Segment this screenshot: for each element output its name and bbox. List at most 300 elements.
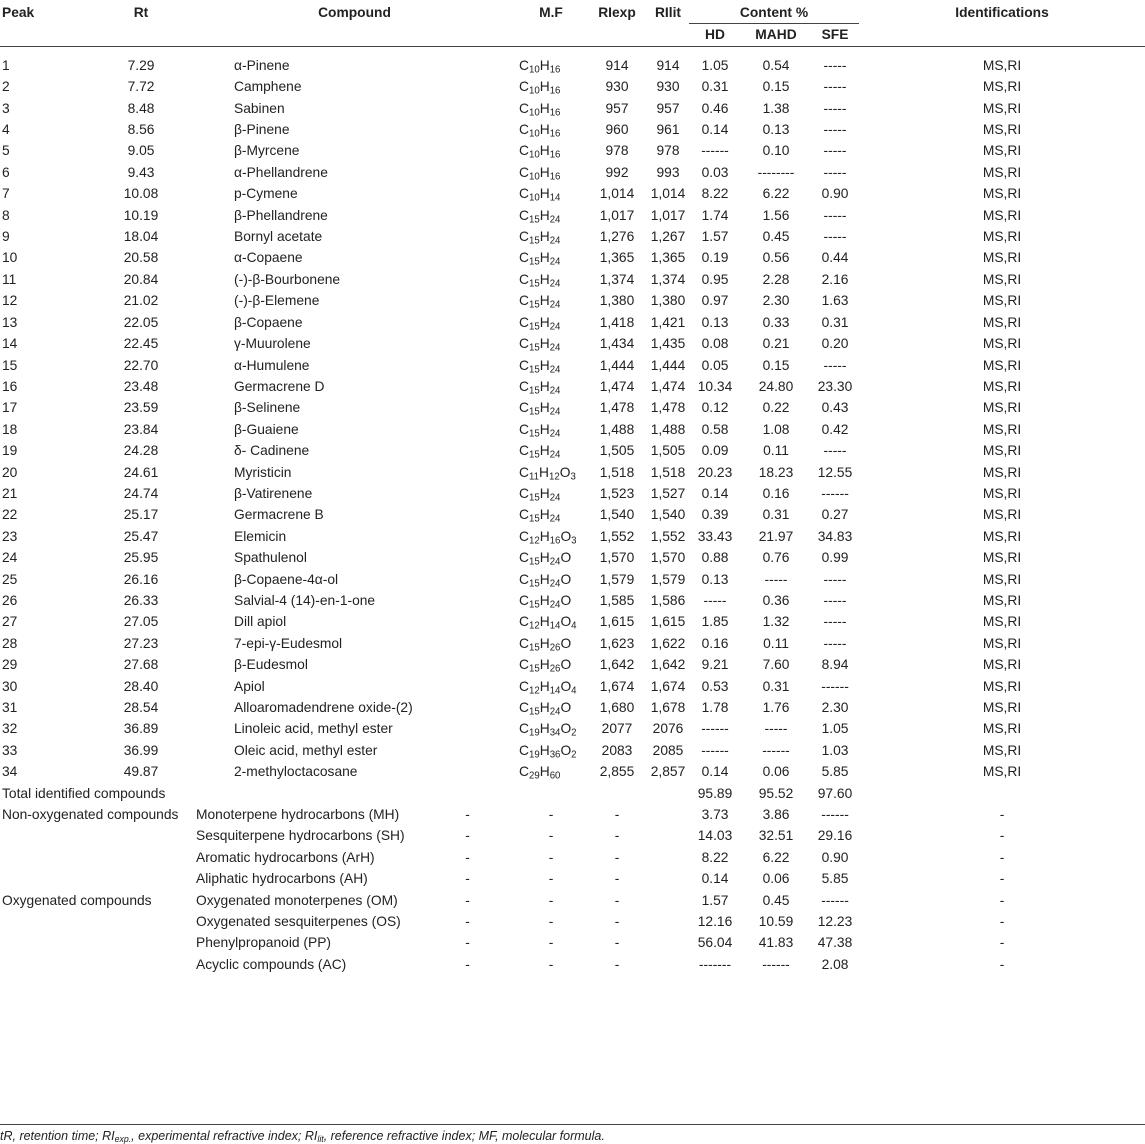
formula-element: H bbox=[539, 207, 550, 223]
riexp-cell: - bbox=[548, 828, 554, 844]
formula-element: H bbox=[539, 721, 550, 737]
compound-cell: β-Pinene bbox=[234, 122, 290, 138]
rilit-cell: - bbox=[614, 807, 620, 823]
sfe-cell: ----- bbox=[823, 164, 847, 180]
formula-subscript: 34 bbox=[549, 727, 561, 739]
identification-cell: MS,RI bbox=[982, 550, 1022, 566]
hd-cell: 14.03 bbox=[697, 828, 733, 844]
sfe-cell: 0.42 bbox=[821, 421, 849, 437]
hd-cell: 8.22 bbox=[701, 186, 729, 202]
col-header-rilit: RIlit bbox=[654, 5, 682, 20]
formula-subscript: 15 bbox=[528, 406, 540, 418]
formula-element: O bbox=[560, 721, 572, 737]
compound-cell: Salvial-4 (14)-en-1-one bbox=[234, 592, 376, 608]
formula-cell bbox=[515, 162, 587, 183]
formula-subscript: 16 bbox=[549, 107, 561, 119]
sfe-cell: 23.30 bbox=[817, 378, 853, 394]
hd-cell: 33.43 bbox=[697, 528, 733, 544]
identification-cell: MS,RI bbox=[982, 122, 1022, 138]
table-row bbox=[0, 654, 1145, 675]
sfe-cell: ------ bbox=[821, 807, 849, 823]
hd-cell: 0.13 bbox=[701, 314, 729, 330]
rt-cell: 49.87 bbox=[123, 764, 159, 780]
rt-cell: 26.33 bbox=[123, 592, 159, 608]
hd-cell: 0.08 bbox=[701, 336, 729, 352]
formula-element: O bbox=[560, 678, 572, 694]
identification-cell: MS,RI bbox=[982, 357, 1022, 373]
identification-cell: MS,RI bbox=[982, 443, 1022, 459]
formula-element: C bbox=[519, 357, 529, 373]
formula-cell bbox=[515, 547, 587, 568]
peak-cell: 16 bbox=[2, 378, 18, 394]
peak-cell: 1 bbox=[2, 57, 10, 73]
sfe-cell: ------ bbox=[821, 678, 849, 694]
peak-cell: 34 bbox=[2, 764, 18, 780]
peak-cell: 7 bbox=[2, 186, 10, 202]
col-header-riexp: RIexp bbox=[598, 5, 636, 20]
rilit-cell: 1,421 bbox=[650, 314, 686, 330]
formula-subscript: 14 bbox=[549, 192, 561, 204]
sfe-cell: ----- bbox=[823, 571, 847, 587]
formula-element: C bbox=[519, 443, 529, 459]
rt-cell: 24.74 bbox=[123, 485, 159, 501]
mf-cell: - bbox=[465, 956, 470, 972]
total-label: Total identified compounds bbox=[2, 785, 166, 801]
riexp-cell: - bbox=[548, 871, 554, 887]
formula-cell bbox=[515, 312, 587, 333]
rilit-cell: 1,552 bbox=[650, 528, 686, 544]
formula-subscript: 11 bbox=[528, 470, 539, 482]
riexp-cell: 1,444 bbox=[599, 357, 635, 373]
identification-cell: MS,RI bbox=[982, 742, 1022, 758]
riexp-cell: 1,014 bbox=[599, 186, 635, 202]
identification-cell: - bbox=[999, 956, 1005, 972]
hd-cell: 0.13 bbox=[701, 571, 729, 587]
sfe-cell: ----- bbox=[823, 79, 847, 95]
formula-cell bbox=[515, 98, 587, 119]
table-body bbox=[0, 46, 1145, 975]
mahd-cell: 0.11 bbox=[763, 443, 789, 459]
riexp-cell: - bbox=[548, 935, 554, 951]
peak-cell: 3 bbox=[2, 100, 10, 116]
mahd-cell: 10.59 bbox=[758, 914, 794, 930]
identification-cell: MS,RI bbox=[982, 143, 1022, 159]
identification-cell: MS,RI bbox=[982, 614, 1022, 630]
identification-cell: MS,RI bbox=[982, 421, 1022, 437]
formula-cell bbox=[515, 440, 587, 461]
formula-subscript: 14 bbox=[549, 685, 561, 696]
rilit-cell: 1,586 bbox=[650, 592, 686, 608]
hd-cell: 0.14 bbox=[701, 764, 729, 780]
riexp-cell: 1,570 bbox=[599, 550, 635, 566]
formula-subscript: 10 bbox=[528, 64, 540, 76]
hd-cell: 1.74 bbox=[701, 207, 729, 223]
formula-subscript: 24 bbox=[549, 235, 561, 247]
table-row bbox=[0, 98, 1145, 119]
rilit-cell: 2085 bbox=[652, 742, 684, 758]
peak-cell: 22 bbox=[2, 507, 18, 523]
identification-cell: MS,RI bbox=[982, 678, 1022, 694]
mahd-cell: 0.45 bbox=[762, 229, 790, 245]
table-row bbox=[0, 183, 1145, 204]
formula-element: C bbox=[519, 421, 529, 437]
formula-element: C bbox=[519, 614, 529, 630]
riexp-cell: 1,017 bbox=[599, 207, 635, 223]
formula-subscript: 10 bbox=[528, 85, 540, 97]
rilit-cell: - bbox=[614, 828, 620, 844]
peak-cell: 14 bbox=[2, 336, 18, 352]
rt-cell: 25.47 bbox=[123, 528, 159, 544]
table-row bbox=[0, 205, 1145, 226]
formula-cell bbox=[515, 419, 587, 440]
hd-cell: 0.97 bbox=[701, 293, 729, 309]
hd-cell: ------ bbox=[701, 721, 729, 737]
formula-subscript: 4 bbox=[571, 620, 577, 632]
riexp-cell: - bbox=[548, 807, 554, 823]
hd-cell: 0.05 bbox=[701, 357, 729, 373]
identification-cell: MS,RI bbox=[982, 378, 1022, 394]
group-label bbox=[0, 954, 194, 975]
riexp-cell: 1,680 bbox=[599, 700, 635, 715]
formula-subscript: 16 bbox=[549, 85, 561, 97]
formula-cell bbox=[515, 397, 587, 418]
formula-element: H bbox=[539, 485, 550, 501]
identification-cell: MS,RI bbox=[982, 571, 1022, 587]
formula-subscript: 15 bbox=[528, 599, 540, 611]
formula-element: C bbox=[519, 250, 529, 266]
compound-cell: Bornyl acetate bbox=[234, 229, 323, 245]
identification-cell: MS,RI bbox=[982, 250, 1022, 266]
rilit-cell: - bbox=[614, 914, 620, 930]
rilit-cell: - bbox=[614, 935, 620, 951]
table-row bbox=[0, 761, 1145, 782]
total-sfe: 97.60 bbox=[817, 785, 853, 801]
riexp-cell: - bbox=[548, 956, 554, 972]
riexp-cell: 992 bbox=[605, 164, 629, 180]
rilit-cell: 978 bbox=[656, 143, 680, 159]
rilit-cell: 1,540 bbox=[650, 507, 686, 523]
formula-cell bbox=[515, 376, 587, 397]
group-row bbox=[0, 954, 1145, 975]
riexp-cell: 914 bbox=[605, 57, 629, 73]
formula-element: H bbox=[539, 764, 550, 780]
hd-cell: 0.14 bbox=[701, 485, 729, 501]
rt-cell: 36.89 bbox=[123, 721, 159, 737]
formula-subscript: 12 bbox=[528, 685, 540, 696]
riexp-cell: 1,474 bbox=[599, 378, 635, 394]
formula-subscript: 15 bbox=[528, 342, 540, 354]
mahd-cell: ----- bbox=[764, 571, 788, 587]
formula-subscript: 15 bbox=[528, 577, 540, 589]
formula-cell bbox=[515, 462, 587, 483]
rilit-cell: - bbox=[614, 849, 620, 865]
formula-subscript: 15 bbox=[528, 299, 540, 311]
formula-subscript: 24 bbox=[549, 449, 561, 461]
hd-cell: 0.58 bbox=[701, 421, 729, 437]
rt-cell: 27.68 bbox=[123, 657, 159, 673]
peak-cell: 6 bbox=[2, 164, 10, 180]
mahd-cell: 0.15 bbox=[762, 357, 790, 373]
rt-cell: 28.54 bbox=[123, 700, 159, 715]
col-header-peak: Peak bbox=[2, 5, 35, 20]
rilit-cell: 2,857 bbox=[650, 764, 686, 780]
formula-element: H bbox=[539, 100, 550, 116]
formula-element: H bbox=[539, 507, 550, 523]
rilit-cell: 1,488 bbox=[650, 421, 686, 437]
total-row bbox=[0, 783, 1145, 804]
compound-cell: Dill apiol bbox=[234, 614, 287, 630]
formula-element: C bbox=[519, 293, 529, 309]
formula-element: C bbox=[519, 507, 529, 523]
hd-cell: 1.57 bbox=[701, 229, 729, 245]
peak-cell: 20 bbox=[2, 464, 18, 480]
mahd-cell: 2.30 bbox=[762, 293, 790, 309]
riexp-cell: 1,523 bbox=[599, 485, 635, 501]
rilit-cell: - bbox=[614, 871, 620, 887]
mahd-cell: 7.60 bbox=[762, 657, 790, 673]
mahd-cell: 0.76 bbox=[762, 550, 790, 566]
peak-cell: 28 bbox=[2, 635, 18, 651]
table-row bbox=[0, 312, 1145, 333]
rilit-cell: 993 bbox=[656, 164, 680, 180]
formula-subscript: 26 bbox=[549, 663, 561, 675]
identification-cell: MS,RI bbox=[982, 528, 1022, 544]
rt-cell: 7.72 bbox=[127, 79, 155, 95]
riexp-cell: 978 bbox=[605, 143, 629, 159]
mahd-cell: 0.36 bbox=[762, 592, 790, 608]
rt-cell: 24.61 bbox=[123, 464, 159, 480]
formula-cell bbox=[515, 247, 587, 268]
formula-element: C bbox=[519, 57, 529, 73]
formula-subscript: 15 bbox=[528, 449, 540, 461]
hd-cell: 12.16 bbox=[697, 914, 733, 930]
rt-cell: 9.05 bbox=[127, 143, 155, 159]
hd-cell: ----- bbox=[703, 592, 727, 608]
formula-element: H bbox=[539, 229, 550, 245]
sfe-cell: ----- bbox=[823, 443, 847, 459]
spacer-cell bbox=[647, 890, 689, 911]
peak-cell: 13 bbox=[2, 314, 18, 330]
sfe-cell: 0.43 bbox=[821, 400, 849, 416]
rt-cell: 8.48 bbox=[127, 100, 155, 116]
sfe-cell: ----- bbox=[823, 57, 847, 73]
rilit-cell: 1,365 bbox=[650, 250, 686, 266]
identification-cell: MS,RI bbox=[982, 592, 1022, 608]
sfe-cell: ----- bbox=[823, 357, 847, 373]
formula-cell bbox=[515, 761, 587, 782]
hd-cell: 0.14 bbox=[701, 122, 729, 138]
group-row bbox=[0, 890, 1145, 911]
table-row bbox=[0, 397, 1145, 418]
formula-cell bbox=[515, 654, 587, 675]
formula-element: H bbox=[539, 250, 550, 266]
formula-element: C bbox=[519, 79, 529, 95]
formula-element: O bbox=[560, 550, 572, 566]
hd-cell: 10.34 bbox=[697, 378, 733, 394]
formula-subscript: 10 bbox=[528, 171, 540, 183]
group-label bbox=[0, 911, 194, 932]
formula-subscript: 16 bbox=[549, 64, 561, 76]
formula-element: H bbox=[539, 443, 550, 459]
identification-cell: MS,RI bbox=[982, 271, 1022, 287]
peak-cell: 9 bbox=[2, 229, 10, 245]
formula-element: C bbox=[519, 764, 529, 780]
formula-element: C bbox=[519, 485, 529, 501]
mahd-cell: 32.51 bbox=[758, 828, 794, 844]
rt-cell: 27.23 bbox=[123, 635, 159, 651]
sfe-cell: ------ bbox=[821, 892, 849, 908]
formula-subscript: 10 bbox=[528, 128, 540, 140]
mahd-cell: 1.76 bbox=[762, 700, 790, 715]
formula-element: O bbox=[560, 614, 572, 630]
table-row bbox=[0, 526, 1145, 547]
sfe-cell: 0.31 bbox=[821, 314, 849, 330]
identification-cell: MS,RI bbox=[982, 57, 1022, 73]
compound-cell: Germacrene D bbox=[234, 378, 325, 394]
formula-element: H bbox=[539, 143, 550, 159]
rilit-cell: 914 bbox=[656, 57, 680, 73]
total-mahd: 95.52 bbox=[758, 785, 794, 801]
identification-cell: MS,RI bbox=[982, 100, 1022, 116]
compound-cell: δ- Cadinene bbox=[234, 443, 310, 459]
riexp-cell: 2077 bbox=[601, 721, 633, 737]
sfe-cell: 1.03 bbox=[821, 742, 849, 758]
formula-subscript: 16 bbox=[549, 535, 561, 547]
group-label bbox=[0, 847, 194, 868]
table-row bbox=[0, 419, 1145, 440]
rilit-cell: 1,674 bbox=[650, 678, 686, 694]
spacer-cell bbox=[647, 825, 689, 846]
compounds-table bbox=[0, 2, 1145, 975]
formula-subscript: 15 bbox=[528, 556, 540, 568]
compound-cell: Alloaromadendrene oxide-(2) bbox=[234, 700, 413, 715]
table-row bbox=[0, 355, 1145, 376]
riexp-cell: 2,855 bbox=[599, 764, 635, 780]
mahd-cell: 18.23 bbox=[758, 464, 794, 480]
rt-cell: 25.95 bbox=[123, 550, 159, 566]
formula-cell bbox=[515, 46, 587, 76]
formula-element: H bbox=[539, 186, 550, 202]
sfe-cell: 8.94 bbox=[821, 657, 849, 673]
rilit-cell: 1,527 bbox=[650, 485, 686, 501]
identification-cell: MS,RI bbox=[982, 336, 1022, 352]
col-header-hd: HD bbox=[689, 24, 741, 46]
formula-element: C bbox=[519, 207, 529, 223]
formula-subscript: 24 bbox=[549, 385, 561, 397]
mahd-cell: 0.16 bbox=[762, 485, 790, 501]
sfe-cell: 2.08 bbox=[821, 956, 849, 972]
formula-cell bbox=[515, 590, 587, 611]
sfe-cell: 12.55 bbox=[817, 464, 853, 480]
hd-cell: 0.53 bbox=[701, 678, 729, 694]
spacer-cell bbox=[647, 932, 689, 953]
sfe-cell: ----- bbox=[823, 229, 847, 245]
formula-cell bbox=[515, 483, 587, 504]
formula-subscript: 15 bbox=[528, 385, 540, 397]
mahd-cell: 0.10 bbox=[762, 143, 790, 159]
formula-subscript: 24 bbox=[549, 278, 561, 290]
formula-subscript: 24 bbox=[549, 577, 561, 589]
riexp-cell: 960 bbox=[605, 122, 629, 138]
identification-cell: - bbox=[999, 807, 1005, 823]
riexp-cell: 1,579 bbox=[599, 571, 635, 587]
mahd-cell: 6.22 bbox=[762, 186, 790, 202]
formula-element: H bbox=[539, 742, 550, 758]
hd-cell: ------ bbox=[701, 742, 729, 758]
formula-element: H bbox=[539, 421, 550, 437]
riexp-cell: 1,365 bbox=[599, 250, 635, 266]
formula-cell bbox=[515, 290, 587, 311]
sfe-cell: 2.16 bbox=[821, 271, 849, 287]
formula-element: C bbox=[519, 528, 529, 544]
identification-cell: - bbox=[999, 849, 1005, 865]
sfe-cell: 0.27 bbox=[821, 507, 849, 523]
hd-cell: 0.19 bbox=[701, 250, 729, 266]
riexp-cell: 1,674 bbox=[599, 678, 635, 694]
peak-cell: 15 bbox=[2, 357, 18, 373]
table-row bbox=[0, 462, 1145, 483]
hd-cell: 0.95 bbox=[701, 271, 729, 287]
mahd-cell: 0.13 bbox=[762, 122, 790, 138]
table-row bbox=[0, 740, 1145, 761]
mahd-cell: 0.56 bbox=[762, 250, 790, 266]
formula-cell bbox=[515, 611, 587, 632]
formula-subscript: 29 bbox=[528, 770, 540, 782]
rilit-cell: - bbox=[614, 956, 620, 972]
compound-cell: β-Guaiene bbox=[234, 421, 299, 437]
formula-cell bbox=[515, 718, 587, 739]
sfe-cell: 0.20 bbox=[821, 336, 849, 352]
formula-subscript: 15 bbox=[528, 513, 540, 525]
compound-cell: α-Copaene bbox=[234, 250, 303, 266]
group-row bbox=[0, 847, 1145, 868]
formula-subscript: 24 bbox=[549, 321, 561, 333]
mahd-cell: 0.33 bbox=[762, 314, 790, 330]
formula-subscript: 14 bbox=[549, 620, 561, 632]
identification-cell: - bbox=[999, 914, 1005, 930]
rt-cell: 23.48 bbox=[123, 378, 159, 394]
identification-cell: MS,RI bbox=[982, 293, 1022, 309]
table-footnote: tR, retention time; $RI_{exp.}$, experimental refractive index; $RI_{lit}$, reference refractive index; MF, molecular formula. bbox=[0, 1124, 1145, 1143]
compound-cell: Oleic acid, methyl ester bbox=[234, 742, 378, 758]
compound-cell: α-Pinene bbox=[234, 57, 290, 73]
identification-cell: MS,RI bbox=[982, 186, 1022, 202]
formula-subscript: 4 bbox=[571, 685, 577, 696]
formula-subscript: 15 bbox=[528, 492, 540, 504]
total-hd: 95.89 bbox=[697, 785, 733, 801]
formula-cell bbox=[515, 526, 587, 547]
sfe-cell: 29.16 bbox=[817, 828, 853, 844]
group-row bbox=[0, 825, 1145, 846]
identification-cell: MS,RI bbox=[982, 657, 1022, 673]
formula-subscript: 24 bbox=[549, 214, 561, 226]
compound-cell: α-Humulene bbox=[234, 357, 310, 373]
formula-cell bbox=[515, 333, 587, 354]
peak-cell: 32 bbox=[2, 721, 18, 737]
compound-cell: p-Cymene bbox=[234, 186, 298, 202]
formula-subscript: 10 bbox=[528, 192, 540, 204]
rt-cell: 20.58 bbox=[123, 250, 159, 266]
subgroup-label: Aliphatic hydrocarbons (AH) bbox=[196, 871, 368, 887]
formula-subscript: 15 bbox=[528, 706, 540, 718]
mahd-cell: 41.83 bbox=[758, 935, 794, 951]
header-row bbox=[0, 2, 1145, 24]
table-row bbox=[0, 140, 1145, 161]
mf-cell: - bbox=[465, 807, 470, 823]
hd-cell: ------ bbox=[701, 143, 729, 159]
rt-cell: 25.17 bbox=[123, 507, 159, 523]
hd-cell: ------- bbox=[698, 956, 732, 972]
